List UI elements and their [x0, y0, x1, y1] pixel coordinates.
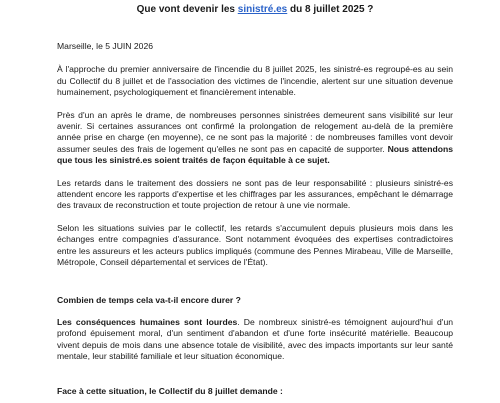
place-date: Marseille, le 5 JUIN 2026	[57, 41, 154, 51]
title-link[interactable]: sinistré.es	[237, 4, 288, 15]
paragraph-2	[57, 110, 453, 167]
section-heading-1: Combien de temps cela va-t-il encore durer ?	[57, 294, 241, 305]
paragraph-1: À l'approche du premier anniversaire de l'incendie du 8 juillet 2025, les sinistré-es regroupé-es au sein du Collectif du 8 juillet et de l'association des victimes de l'incendie, alertent sur une situation devenue humainement, psychologiquement et financièrement intenable.	[57, 64, 453, 98]
paragraph-3: Les retards dans le traitement des dossiers ne sont pas de leur responsabilité : plusieurs sinistré-es attendent encore les rapports d'expertise et les chiffrages par les assurances, empêchant le démarrage des travaux de reconstruction et toute projection de retour à une vie normale.	[57, 177, 453, 211]
document-title	[57, 3, 453, 16]
paragraph-4: Selon les situations suivies par le collectif, les retards s'accumulent depuis plusieurs mois dans les échanges entre compagnies d'assurance. Sont notamment évoquées des expertises contradictoires entre les assureurs et les acteurs publics impliqués (commune des Pennes Mirabeau, Ville de Marseille, Métropole, Conseil départemental et services de l'État).	[57, 222, 453, 268]
document-page	[0, 3, 500, 403]
title-after: du 8 juillet 2025 ?	[287, 4, 374, 15]
paragraph-5-bold: Les conséquences humaines sont lourdes	[57, 316, 238, 327]
section-heading-2: Face à cette situation, le Collectif du 8 juillet demande :	[57, 385, 283, 396]
title-before: Que vont devenir les	[136, 4, 238, 15]
paragraph-2-bold: Nous attendons que tous les sinistré.es soient traités de façon équitable à ce sujet.	[57, 143, 453, 166]
paragraph-2-text: Près d'un an après le drame, de nombreuses personnes sinistrées demeurent sans visibilité sur leur avenir. Si certaines assurances ont confirmé la prolongation de relogement au-delà de la première année prise en charge (en moyenne), ce ne sont pas la majorité : de nombreuses familles vont devoir assumer seules des frais de logement qu'elles ne sont pas en capacité de supporter.	[57, 109, 453, 154]
paragraph-5	[57, 317, 453, 363]
paragraph-5-text: . De nombreux sinistré-es témoignent aujourd'hui d'un profond épuisement moral, d'un sentiment d'abandon et d'une forte insécurité matérielle. Beaucoup vivent depuis de mois dans une absence totale de visibilité, avec des impacts importants sur leur santé mentale, leur stabilité familiale et leur situation économique.	[57, 316, 453, 362]
